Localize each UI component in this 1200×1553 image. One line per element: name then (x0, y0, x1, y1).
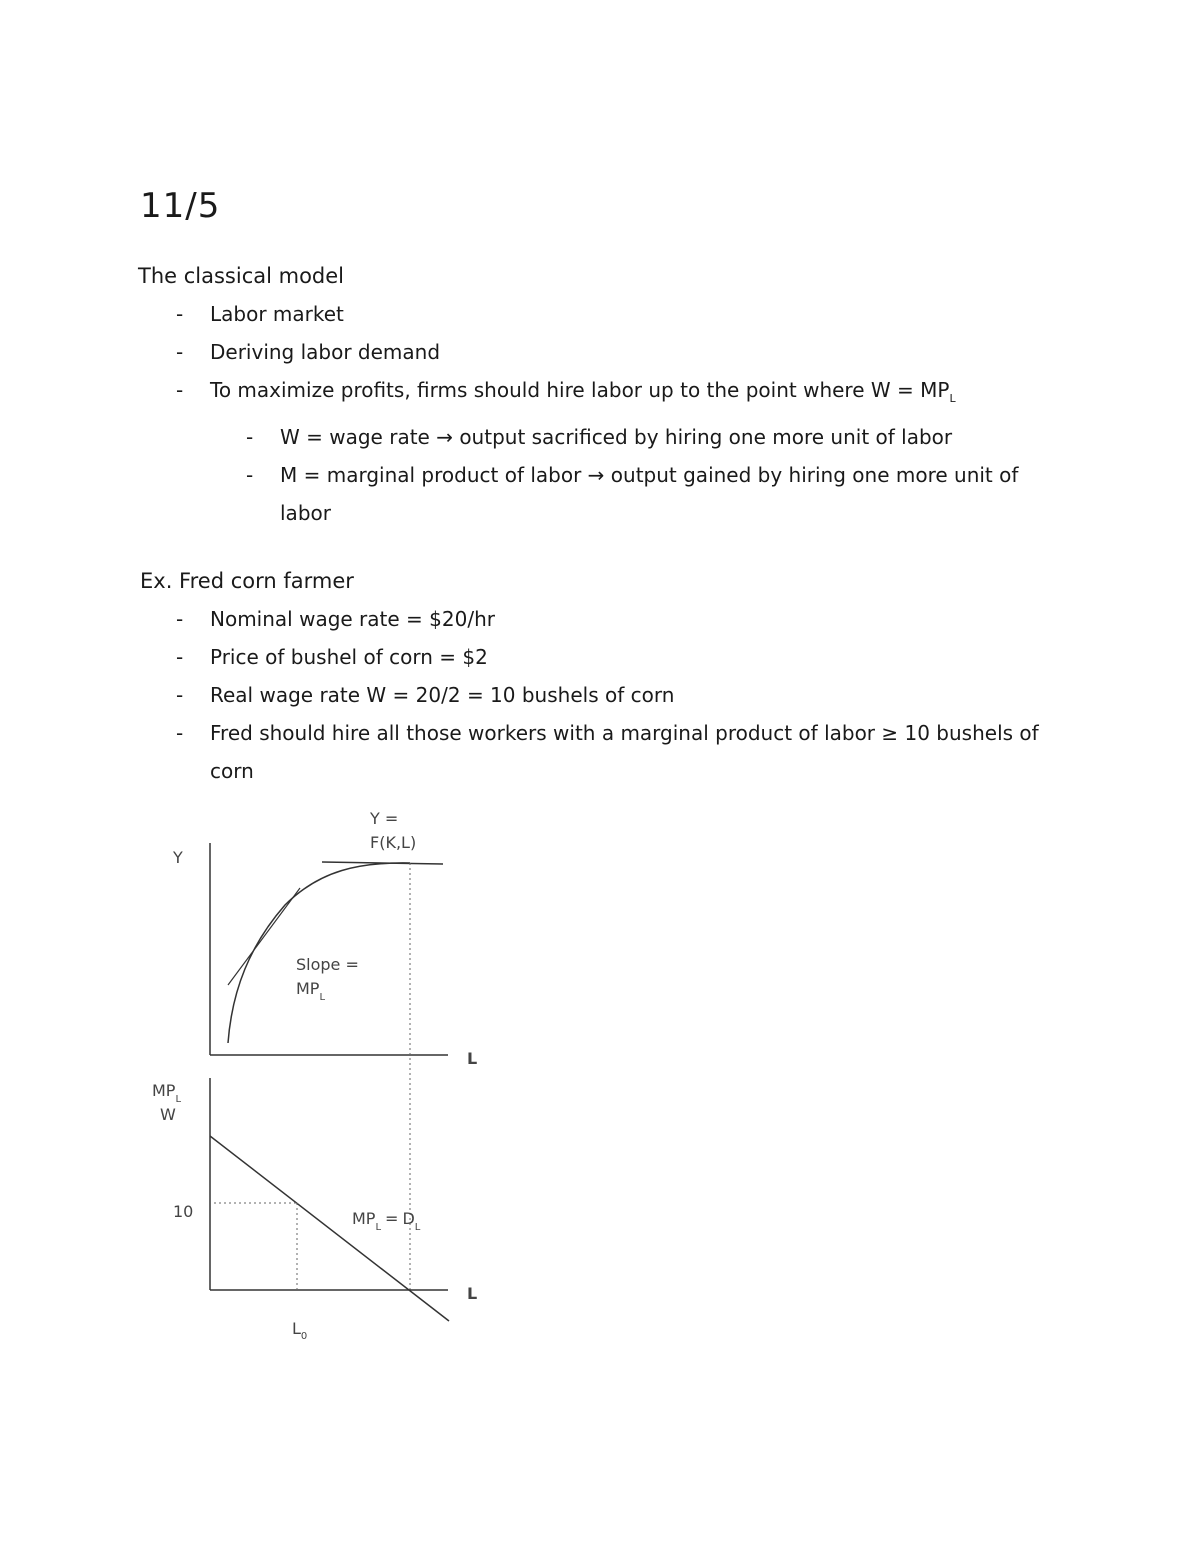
section-title-fred-example: Ex. Fred corn farmer (140, 569, 354, 593)
list-item: - Labor market (176, 302, 344, 326)
list-item: - Nominal wage rate = $20/hr (176, 607, 495, 631)
bottom-x-label: L (467, 1284, 478, 1303)
list-item: - Deriving labor demand (176, 340, 441, 364)
list-item: - Price of bushel of corn = $2 (176, 645, 488, 669)
mpl-demand-line (210, 1136, 449, 1321)
note-date: 11/5 (140, 186, 221, 226)
l0-tick-label: $L_0$ (292, 1319, 308, 1342)
list-item: - Real wage rate W = 20/2 = 10 bushels of corn (176, 683, 675, 707)
bottom-y-label-line1: $MP_L$ (152, 1081, 182, 1105)
production-curve (228, 863, 410, 1043)
list-item: - To maximize profits, firms should hire labor up to the point where $W = MP_L$ (176, 378, 956, 405)
section-title-classical-model: The classical model (138, 264, 345, 288)
mpl-demand-label: $MP_L = D_L$ (352, 1209, 421, 1233)
top-y-label: Y (173, 848, 183, 867)
max-tangent-line (322, 862, 443, 864)
curve-label-line2: F(K,L) (370, 833, 417, 852)
tangent-line (228, 888, 300, 985)
curve-label-line1: Y = (370, 809, 399, 828)
slope-label-line1: Slope = (296, 955, 359, 974)
slope-label-line2: $MP_L$ (296, 979, 326, 1003)
top-x-label: L (467, 1049, 478, 1068)
list-item: - M = marginal product of labor → output gained by hiring one more unit of labor (246, 463, 1019, 525)
wage-tick-label: 10 (173, 1202, 194, 1221)
list-item: - Fred should hire all those workers with a marginal product of labor ≥ 10 bushels of corn (176, 721, 1039, 783)
bottom-y-label-line2: W (160, 1105, 176, 1124)
list-item: - W = wage rate → output sacrificed by hiring one more unit of labor (246, 425, 953, 449)
